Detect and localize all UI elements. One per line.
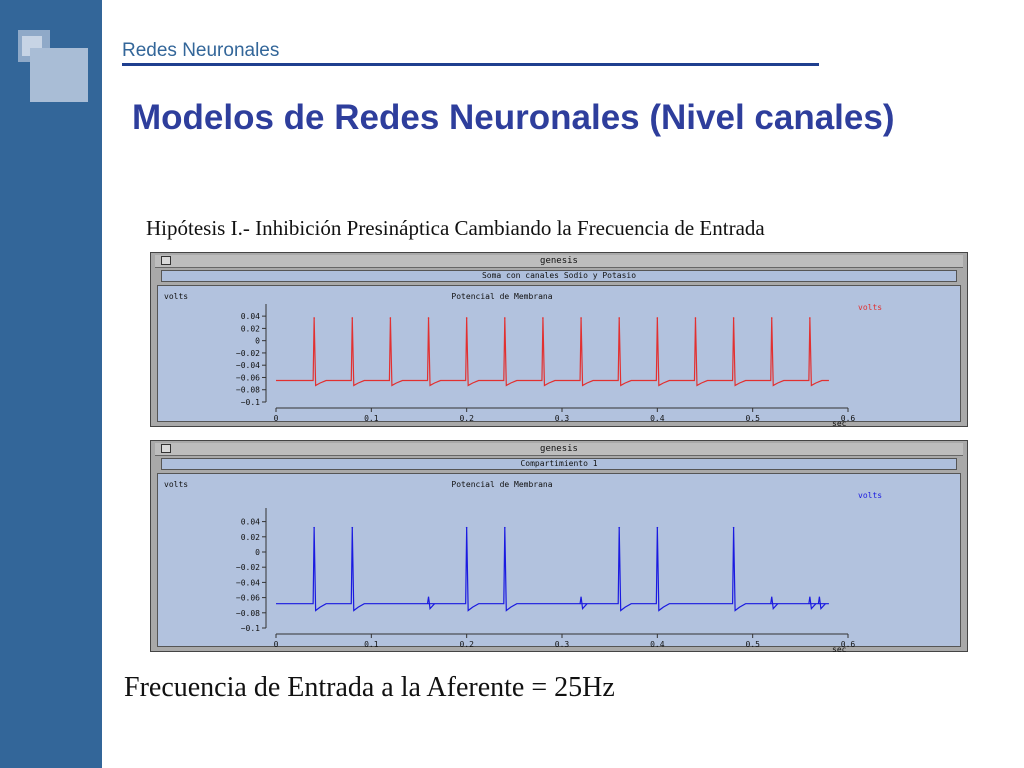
spike-peak	[351, 317, 353, 319]
y-tick-label: 0.02	[240, 324, 260, 334]
spike-peak	[351, 527, 353, 529]
spike-peak	[504, 317, 506, 319]
plot-title: Potencial de Membrana	[451, 480, 553, 489]
spike-peak	[695, 317, 697, 319]
window-title: genesis	[540, 444, 578, 454]
chart-soma	[158, 286, 962, 428]
section-header: Redes Neuronales	[122, 40, 280, 61]
membrane-trace	[276, 528, 829, 611]
minor-depolarization	[818, 597, 825, 609]
spike-peak	[504, 527, 506, 529]
genesis-window-compartment	[150, 440, 968, 652]
spike-peak	[657, 527, 659, 529]
y-tick-label: −0.04	[235, 578, 260, 588]
y-tick-label: 0	[255, 548, 260, 557]
spike-peak	[390, 317, 392, 319]
spike-peak	[618, 317, 620, 319]
window-title: genesis	[540, 256, 578, 266]
window-titlebar	[155, 255, 963, 268]
spike-peak	[733, 317, 735, 319]
sidebar-band	[0, 0, 102, 768]
y-axis-label: volts	[164, 292, 189, 301]
genesis-window-soma	[150, 252, 968, 427]
panel-title: Compartimiento 1	[161, 458, 957, 470]
chart-compartment	[158, 474, 962, 654]
x-tick-label: 0.3	[554, 414, 570, 423]
x-tick-label: 0.4	[650, 640, 665, 649]
plot-area-soma	[157, 285, 961, 428]
x-tick-label: 0.6	[840, 414, 856, 423]
x-tick-label: 0.3	[554, 640, 570, 649]
x-tick-label: 0.2	[459, 640, 474, 649]
y-tick-label: −0.08	[235, 608, 260, 618]
y-tick-label: 0.02	[240, 532, 260, 542]
minor-depolarization	[771, 597, 778, 609]
y-tick-label: −0.04	[235, 361, 260, 371]
x-tick-label: 0	[273, 640, 279, 649]
legend-label: volts	[858, 491, 883, 500]
spike-peak	[313, 527, 315, 529]
x-tick-label: 0.2	[459, 414, 474, 423]
spike-peak	[809, 317, 811, 319]
x-tick-label: 0.5	[745, 414, 760, 423]
y-tick-label: −0.02	[235, 348, 260, 358]
y-tick-label: −0.06	[235, 593, 260, 603]
x-axis-label: sec	[832, 645, 847, 654]
x-axis-label: sec	[832, 419, 847, 428]
spike-peak	[733, 527, 735, 529]
input-frequency-caption: Frecuencia de Entrada a la Aferente = 25Hz	[124, 672, 615, 703]
x-tick-label: 0.1	[364, 640, 379, 649]
x-tick-label: 0.6	[840, 640, 856, 649]
y-tick-label: 0.04	[240, 312, 260, 322]
membrane-trace	[276, 318, 829, 385]
spike-peak	[542, 317, 544, 319]
y-axis-label: volts	[164, 480, 189, 489]
y-tick-label: −0.08	[235, 385, 260, 395]
plot-area-compartment	[157, 473, 961, 654]
y-tick-label: 0	[255, 336, 260, 346]
y-tick-label: 0.04	[240, 517, 260, 527]
spike-peak	[428, 317, 430, 319]
x-tick-label: 0	[273, 414, 279, 423]
panel-title: Soma con canales Sodio y Potasio	[161, 270, 957, 282]
x-tick-label: 0.5	[745, 640, 760, 649]
minor-depolarization	[809, 597, 816, 609]
y-tick-label: −0.06	[235, 373, 260, 383]
x-tick-label: 0.1	[364, 414, 379, 423]
spike-peak	[466, 527, 468, 529]
spike-peak	[466, 317, 468, 319]
spike-peak	[657, 317, 659, 319]
header-underline	[122, 63, 819, 66]
spike-peak	[580, 317, 582, 319]
hypothesis-text: Hipótesis I.- Inhibición Presináptica Cambiando la Frecuencia de Entrada	[146, 216, 765, 240]
y-tick-label: −0.1	[240, 624, 260, 633]
window-titlebar	[155, 443, 963, 456]
plot-title: Potencial de Membrana	[451, 292, 553, 301]
slide-title: Modelos de Redes Neuronales (Nivel canales)	[132, 98, 895, 137]
x-tick-label: 0.4	[650, 414, 665, 423]
spike-peak	[618, 527, 620, 529]
legend-label: volts	[858, 303, 883, 312]
decorative-square	[30, 48, 88, 102]
minor-depolarization	[580, 597, 587, 609]
spike-peak	[313, 317, 315, 319]
y-tick-label: −0.1	[240, 398, 260, 407]
minor-depolarization	[428, 597, 435, 609]
y-tick-label: −0.02	[235, 563, 260, 573]
spike-peak	[771, 317, 773, 319]
